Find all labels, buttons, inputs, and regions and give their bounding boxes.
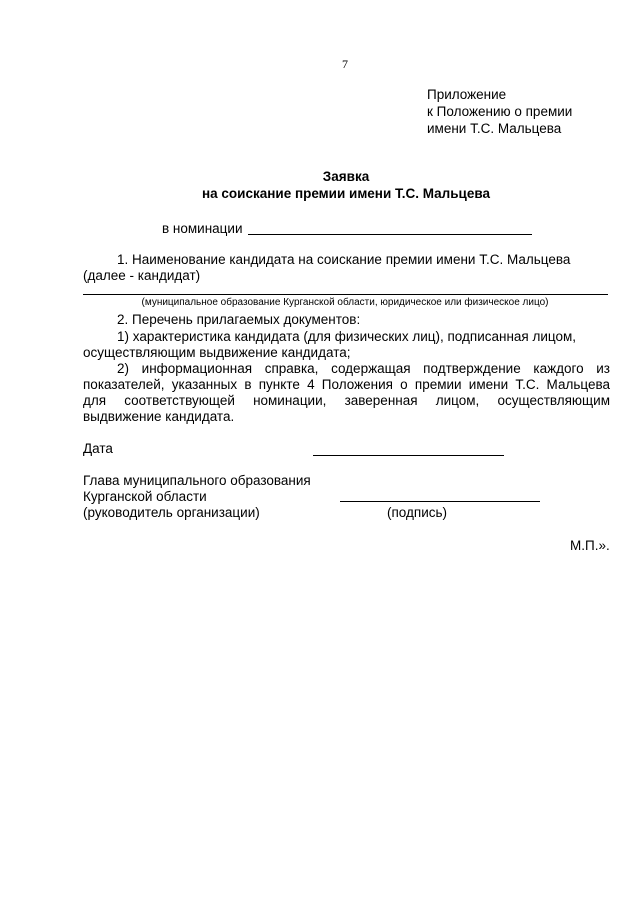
- item1-line-2: (далее - кандидат): [83, 268, 201, 283]
- nomination-label: в номинации: [162, 221, 243, 236]
- signature-blank-line: [340, 501, 540, 502]
- head-line-1: Глава муниципального образования: [83, 473, 311, 488]
- date-blank-line: [313, 455, 504, 456]
- date-label: Дата: [83, 441, 113, 456]
- title-line-2: на соискание премии имени Т.С. Мальцева: [202, 186, 490, 201]
- appendix-line-3: имени Т.С. Мальцева: [427, 121, 562, 136]
- nomination-blank-line: [248, 234, 532, 235]
- item2-heading: 2. Перечень прилагаемых документов:: [117, 312, 361, 327]
- item2-sub2-line-2: показателей, указанных в пункте 4 Положения о премии имени Т.С. Мальцева: [83, 377, 610, 392]
- item2-sub2-line-3: для соответствующей номинации, заверенная лицом, осуществляющим: [83, 393, 610, 408]
- item2-sub2-line-4: выдвижение кандидата.: [83, 409, 235, 424]
- item2-sub1-line-1: 1) характеристика кандидата (для физических лиц), подписанная лицом,: [117, 329, 577, 344]
- appendix-block: [427, 86, 572, 137]
- page-number: 7: [342, 57, 348, 71]
- candidate-hint: (муниципальное образование Курганской области, юридическое или физическое лицо): [141, 297, 549, 308]
- stamp-label: М.П.».: [570, 538, 610, 553]
- candidate-blank-line: [83, 294, 608, 295]
- head-line-2: Курганской области: [83, 489, 207, 504]
- title-line-1: Заявка: [322, 169, 370, 184]
- appendix-line-1: Приложение: [427, 87, 507, 102]
- signature-label: (подпись): [387, 505, 448, 520]
- item2-sub1-line-2: осуществляющим выдвижение кандидата;: [83, 345, 351, 360]
- item2-sub2-line-1: 2) информационная справка, содержащая подтверждение каждого из: [117, 361, 610, 376]
- head-line-3: (руководитель организации): [83, 505, 260, 520]
- document-title: [0, 168, 640, 202]
- appendix-line-2: к Положению о премии: [427, 104, 573, 119]
- item1-line-1: 1. Наименование кандидата на соискание премии имени Т.С. Мальцева: [117, 252, 571, 267]
